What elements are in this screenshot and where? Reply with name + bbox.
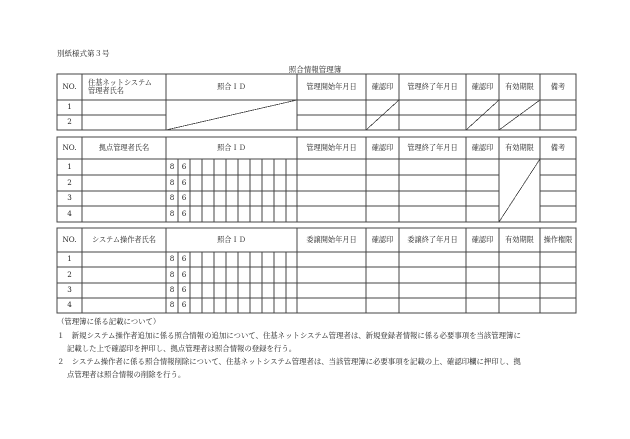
id-prefix-digit: 8 [169,285,175,295]
row-number: 2 [67,117,72,127]
header-operator-name: システム操作者氏名 [92,234,156,244]
header-delegation-end: 委譲終了年月日 [407,234,458,244]
header-collation-id: 照合ＩＤ [217,142,246,152]
id-prefix-digit: 8 [169,208,175,218]
page-title: 照合情報管理簿 [288,65,342,74]
row-number: 3 [67,193,72,203]
row-number: 1 [67,102,72,112]
note-2-line-1: ２ システム操作者に係る照合情報削除について、住基ネットシステム管理者は、当該管理簿に必要事項を記載の上、確認印欄に押印し、拠 [57,357,521,366]
row-number: 2 [67,177,72,187]
header-remarks: 備考 [550,81,566,91]
notes-heading: （管理簿に係る記載について） [57,317,161,326]
id-prefix-digit: 6 [181,300,187,310]
header-no: NO. [62,81,77,91]
header-admin-name [82,74,166,100]
row-number: 1 [67,254,72,264]
header-collation-id: 照合ＩＤ [217,81,246,91]
header-admin-name-line2: 管理者氏名 [88,86,124,95]
header-no: NO. [62,234,77,244]
note-1-line-2: 記載した上で確認印を押印し、拠点管理者は照合情報の登録を行う。 [67,344,297,353]
header-permission: 操作権限 [543,234,573,244]
header-site-admin-name: 拠点管理者氏名 [98,142,150,152]
id-prefix-digit: 6 [181,193,187,203]
header-end-date: 管理終了年月日 [407,142,458,152]
id-prefix-digit: 8 [169,269,175,279]
id-prefix-digit: 8 [169,300,175,310]
id-prefix-digit: 6 [181,285,187,295]
header-stamp-1: 確認印 [371,234,394,244]
id-prefix-digit: 8 [169,193,175,203]
header-stamp-1: 確認印 [371,142,394,152]
id-prefix-digit: 6 [181,208,187,218]
header-end-date: 管理終了年月日 [407,81,458,91]
id-prefix-digit: 8 [169,254,175,264]
note-1-line-1: １ 新規システム操作者追加に係る照合情報の追加について、住基ネットシステム管理者は、新規登録者情報に係る必要事項を当該管理簿に [57,331,521,340]
row-number: 4 [67,208,72,218]
header-delegation-start: 委譲開始年月日 [306,234,357,244]
header-collation-id: 照合ＩＤ [217,234,246,244]
header-admin-name-line1: 住基ネットシステム [88,77,152,87]
id-prefix-digit: 6 [181,254,187,264]
header-validity: 有効期限 [505,142,534,152]
note-2-line-2: 点管理者は照合情報の削除を行う。 [67,370,186,379]
id-prefix-digit: 6 [181,177,187,187]
header-validity: 有効期限 [505,234,534,244]
header-start-date: 管理開始年月日 [306,81,357,91]
header-no: NO. [62,142,77,152]
row-number: 3 [67,285,72,295]
id-prefix-digit: 6 [181,161,187,171]
header-stamp-2: 確認印 [471,234,494,244]
id-prefix-digit: 8 [169,161,175,171]
header-stamp-1: 確認印 [371,81,394,91]
header-remarks: 備考 [550,142,566,152]
form-label: 別紙様式第３号 [57,49,110,58]
header-validity: 有効期限 [505,81,534,91]
id-prefix-digit: 6 [181,269,187,279]
row-number: 1 [67,161,72,171]
id-prefix-digit: 8 [169,177,175,187]
header-stamp-2: 確認印 [471,142,494,152]
header-stamp-2: 確認印 [471,81,494,91]
row-number: 2 [67,269,72,279]
header-start-date: 管理開始年月日 [306,142,357,152]
row-number: 4 [67,300,72,310]
